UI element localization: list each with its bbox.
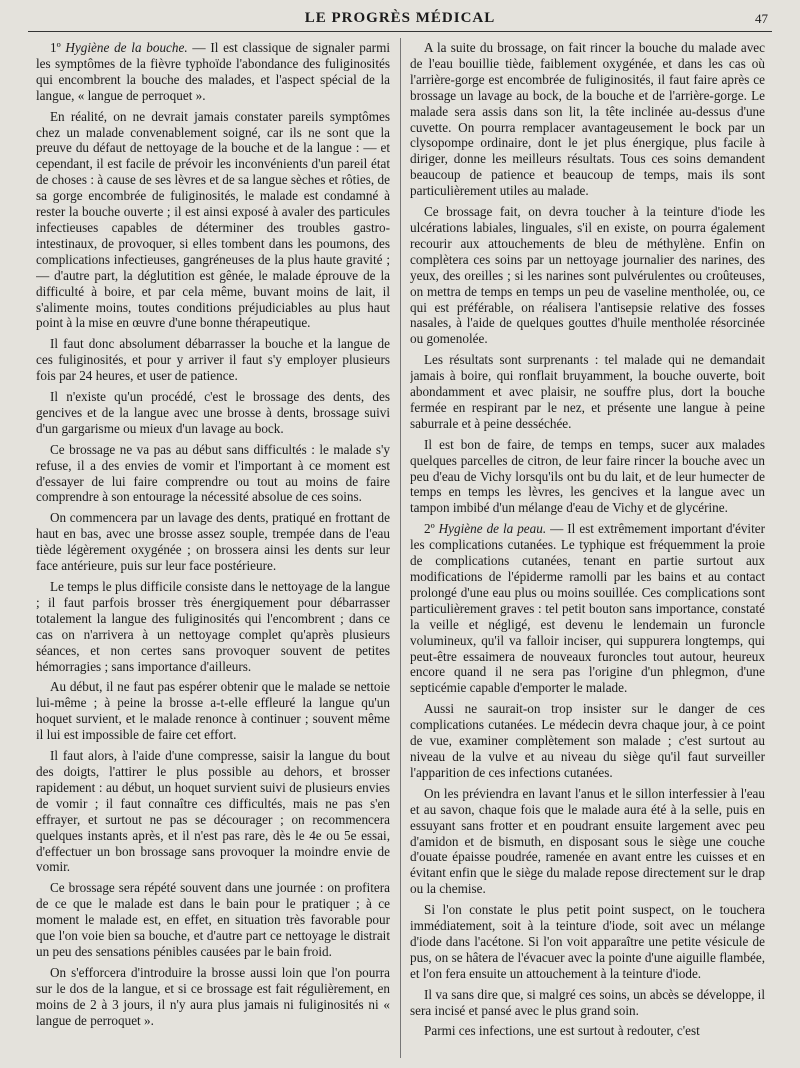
page-number: 47 (755, 11, 768, 26)
paragraph: Ce brossage fait, on devra toucher à la teinture d'iode les ulcérations labiales, linguales, s'il en existe, on pourra également recourir aux attouchements de bleu de méthylène. Enfin on complètera ces soins par un nettoyage journalier des narines, des yeux, des oreilles ; si les narines sont pulvérulentes ou croûteuses, on mettra de temps en temps un peu de vaseline mentholée, ou, ce qui est préférable, on réalisera l'antisepsie relative des fosses nasales, à l'aide de quelques gouttes d'huile mentholée résorcinée ou gomenolée. (410, 204, 765, 347)
paragraph: Il faut donc absolument débarrasser la bouche et la langue de ces fuliginosités, et pour y arriver il faut s'y employer plusieurs fois par 24 heures, et user de patience. (36, 336, 390, 384)
section-heading: Hygiène de la bouche. (65, 40, 188, 55)
paragraph: Il va sans dire que, si malgré ces soins, un abcès se développe, il sera incisé et pansé avec le plus grand soin. (410, 986, 765, 1018)
paragraph: Aussi ne saurait-on trop insister sur le danger de ces complications cutanées. Le médecin devra chaque jour, à ce point de vue, examiner complètement son malade ; c'est surtout au niveau de la vulve et au niveau du siège qu'il faut surveiller l'apparition de ces infections cutanées. (410, 701, 765, 780)
section-number: 2º (424, 521, 439, 537)
page-header (30, 8, 770, 28)
paragraph: On les préviendra en lavant l'anus et le sillon interfessier à l'eau et au savon, chaque fois que le malade aura été à la selle, puis en essuyant sans frotter et en poudrant ensuite largement avec peu d'amidon et de bismuth, en disposant sous le siège une couche d'ouate épaisse poudrée, ramenée en avant entre les cuisses et en évitant enfin que le siège du malade repose directement sur le drap ou la chemise. (410, 785, 765, 897)
right-column (410, 40, 765, 1060)
paragraph: On s'efforcera d'introduire la brosse aussi loin que l'on pourra sur le dos de la langue, et si ce brossage est fait régulièrement, en moins de 2 à 3 jours, il n'y aura plus jamais ni fuliginosités ni « langue de perroquet ». (36, 964, 390, 1028)
paragraph: En réalité, on ne devrait jamais constater pareils symptômes chez un malade convenablement soigné, car ils ne sont que la preuve du défaut de nettoyage de la bouche et de la langue : — et cependant, il est facile de prévoir les inconvénients d'un pareil état de choses : à cause de ses lèvres et de sa langue sèches et rôties, de sa gorge encombrée de fuliginosités, le malade est condamné à rester la bouche ouverte ; il est ainsi exposé à avaler des particules infectieuses capables de déterminer des troubles gastro-intestinaux, de provoquer, si elles tombent dans les poumons, des complications infectieuses, gangréneuses de la plus haute gravité ; — d'autre part, la déglutition est gênée, le malade éprouve de la difficulté à boire, et par cela même, buvant moins de lait, il s'alimente moins, toutes conditions préjudiciables au plus haut point à la mise en œuvre d'une bonne thérapeutique. (36, 108, 390, 331)
paragraph: Ce brossage ne va pas au début sans difficultés : le malade s'y refuse, il a des envies de vomir et l'important à ce moment est d'essayer de lui faire comprendre ou tout au moins de faire comprendre à son entourage la nécessité absolue de ces soins. (36, 441, 390, 505)
paragraph: Il n'existe qu'un procédé, c'est le brossage des dents, des gencives et de la langue avec une brosse à dents, brossage suivi d'un gargarisme ou mieux d'un lavage au bock. (36, 389, 390, 436)
section-hygiene-bouche (36, 40, 390, 104)
paragraph: Il est bon de faire, de temps en temps, sucer aux malades quelques parcelles de citron, de leur faire rincer la bouche avec un peu d'eau de Vichy lorsqu'ils ont bu du lait, et de leur humecter de temps en temps les lèvres, les gencives et la langue avec un tampon imbibé d'un mélange d'eau de Vichy et de glycérine. (410, 436, 765, 516)
left-column (36, 40, 390, 1060)
paragraph: Il faut alors, à l'aide d'une compresse, saisir la langue du bout des doigts, l'attirer le plus possible au dehors, et brosser rapidement : au début, un hoquet survient suivi de plusieurs envies de vomir ; il faut connaître ces difficultés, mais ne pas s'en effrayer, et surtout ne pas se décourager ; on recommencera quelques instants après, et il n'est pas rare, dès le 4e ou 5e essai, d'effectuer un bon brossage sans provoquer la moindre envie de vomir. (36, 748, 390, 875)
header-rule (28, 31, 772, 32)
paragraph: Parmi ces infections, une est surtout à redouter, c'est (424, 1023, 700, 1039)
section-number: 1º (50, 40, 66, 55)
section-hygiene-peau (410, 521, 765, 696)
paragraph: Les résultats sont surprenants : tel malade qui ne demandait jamais à boire, qui ronflait bruyamment, la bouche ouverte, boit abondamment et avec plaisir, ne souffre plus, dort la bouche fermée en respirant par le nez, et présente une langue à peine saburrale et à peine desséchée. (410, 352, 765, 431)
paragraph: Si l'on constate le plus petit point suspect, on le touchera immédiatement, soit à la teinture d'iode, soit avec un mélange d'iode dans l'acétone. Si l'on voit apparaître une petite vésicule de pus, on se hâtera de l'évacuer avec la pointe d'une aiguille flambée, et l'on fera ensuite un attouchement à la teinture d'iode. (410, 902, 765, 981)
journal-title: LE PROGRÈS MÉDICAL (304, 10, 496, 26)
paragraph: On commencera par un lavage des dents, pratiqué en frottant de haut en bas, avec une brosse assez souple, trempée dans de l'eau tiède légèrement oxygénée ; on brossera ainsi les dents sur leur face antérieure, puis sur leur face postérieure. (36, 510, 390, 574)
paragraph: Ce brossage sera répété souvent dans une journée : on profitera de ce que le malade est dans le bain pour le pratiquer ; à ce moment le malade est, en effet, en situation très favorable pour que l'on voie bien sa bouche, et d'autre part ce nettoyage le distrait un peu des sensations pénibles causées par le bain froid. (36, 880, 390, 959)
paragraph: Le temps le plus difficile consiste dans le nettoyage de la langue ; il faut parfois brosser très énergiquement pour débarrasser totalement la langue des fuliginosités qui l'encombrent ; dans ce cas on n'arrivera à un nettoyage complet qu'après plusieurs séances, et non certes sans provoquer souvent de petites hémorragies ; sans importance d'ailleurs. (36, 579, 390, 674)
section-heading: Hygiène de la peau. (438, 521, 547, 537)
column-divider (400, 38, 401, 1058)
paragraph-text: — Il est classique de signaler parmi les symptômes de la fièvre typhoïde l'abondance des fuliginosités qui encombrent la bouche des malades, et l'aspect spécial de la langue, « langue de perroquet ». (36, 40, 390, 103)
paragraph: A la suite du brossage, on fait rincer la bouche du malade avec de l'eau bouillie tiède, faiblement oxygénée, et dans les cas où l'arrière-gorge est encombrée de fuliginosités, il faut faire après ce brossage un lavage au bock, de la bouche et de l'arrière-gorge. Le malade sera assis dans son lit, la tête inclinée au-dessus d'une cuvette. On pourra remplacer avantageusement le bock par un clysopompe ordinaire, dont le jet plus énergique, plus facile à diriger, donne les meilleurs résultats. Tous ces soins demandent beaucoup de patience et beaucoup de temps, mais ils sont particulièrement utiles au malade. (410, 40, 765, 199)
paragraph-text: — Il est extrêmement important d'éviter les complications cutanées. Le typhique est fréquemment la proie de complications cutanées, tenant en partie surtout aux modifications de l'épiderme ramolli par les bains et au contact prolongé d'une eau plus ou moins souillée. Ces complications sont particulièrement graves : tel petit bouton sans importance, constaté la veille et négligé, est devenu le lendemain un furoncle volumineux, qu'il va falloir inciser, qui suppurera longtemps, qui peut-être essaimera de nouveaux furoncles tout autour, heureux encore quand il ne sera pas l'origine d'un phlegmon, d'une septicémie capable d'emporter le malade. (410, 521, 765, 696)
paragraph: Au début, il ne faut pas espérer obtenir que le malade se nettoie lui-même ; à peine la brosse a-t-elle effleuré la langue qu'un hoquet survient, et le malade renonce à continuer ; souvent même il lui est impossible de faire cet effort. (36, 679, 390, 743)
